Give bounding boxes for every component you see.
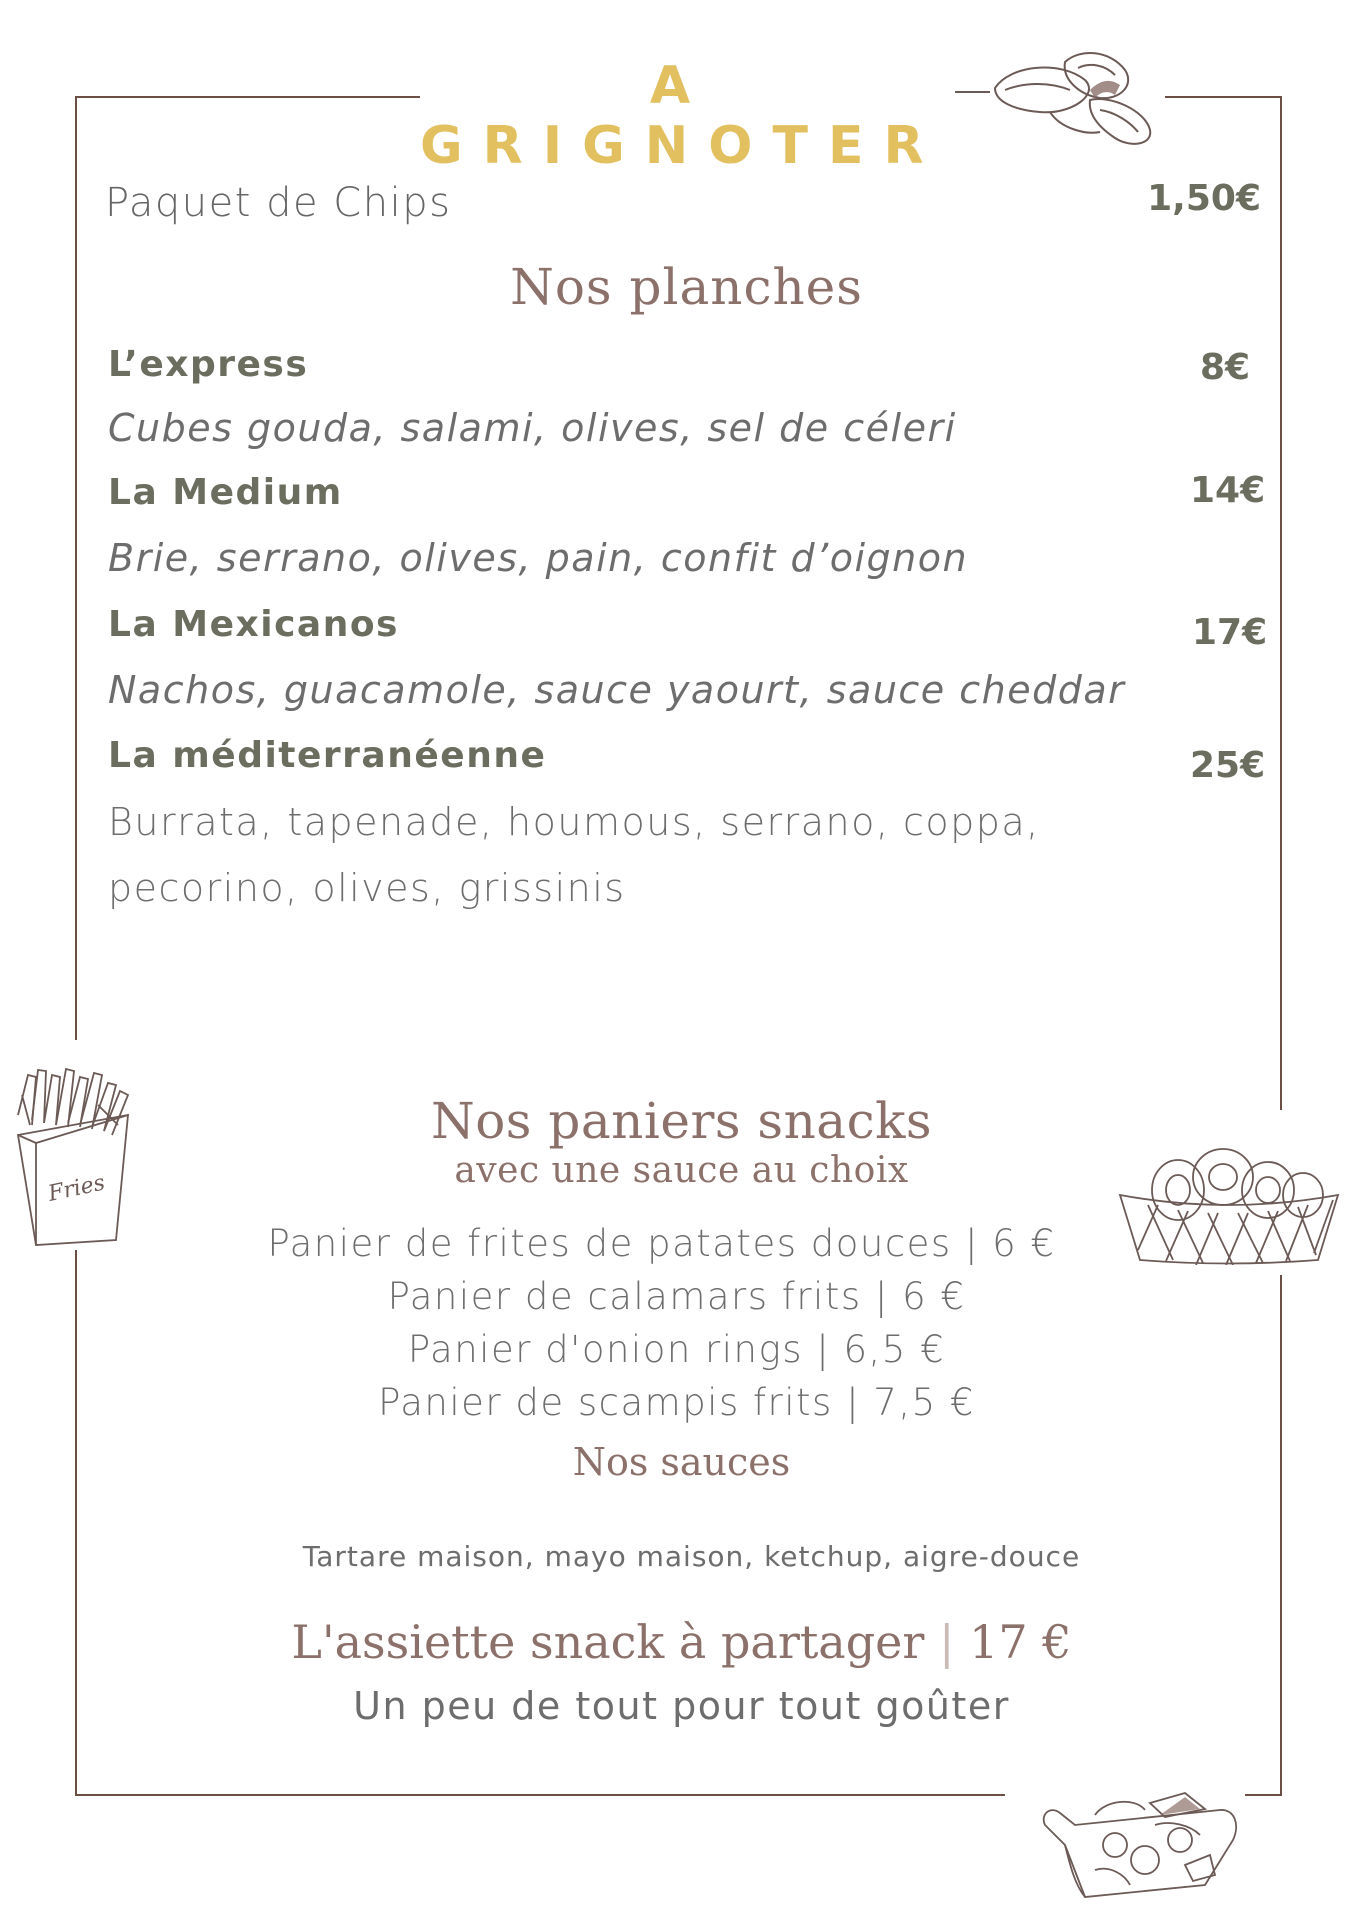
planche-desc-mexicanos: Nachos, guacamole, sauce yaourt, sauce cheddar xyxy=(108,668,1126,712)
planches-title: Nos planches xyxy=(510,258,863,316)
planche-name-mexicanos: La Mexicanos xyxy=(108,604,399,645)
planche-desc-medium: Brie, serrano, olives, pain, confit d’oignon xyxy=(108,536,969,580)
chips-label: Paquet de Chips xyxy=(105,180,452,226)
chips-icon xyxy=(950,40,1165,150)
basket-item: Panier de scampis frits | 7,5 € xyxy=(378,1381,975,1424)
basket-item: Panier d'onion rings | 6,5 € xyxy=(407,1328,946,1371)
assiette-subtitle: Un peu de tout pour tout goûter xyxy=(353,1684,1010,1728)
fries-box-text: Fries xyxy=(46,1170,108,1207)
sauces-title: Nos sauces xyxy=(572,1440,791,1484)
cheese-board-icon xyxy=(1035,1785,1245,1905)
planche-name-mediterraneenne: La méditerranéenne xyxy=(108,735,547,776)
paniers-title: Nos paniers snacks xyxy=(430,1092,933,1150)
paniers-subtitle: avec une sauce au choix xyxy=(454,1150,909,1191)
planche-desc-mediterraneenne-2: pecorino, olives, grissinis xyxy=(108,866,626,910)
planche-price-medium: 14€ xyxy=(1190,470,1266,511)
basket-item: Panier de frites de patates douces | 6 € xyxy=(267,1222,1056,1265)
planche-desc-mediterraneenne-1: Burrata, tapenade, houmous, serrano, coppa, xyxy=(108,800,1040,844)
planche-price-mediterraneenne: 25€ xyxy=(1190,745,1266,786)
planche-name-medium: La Medium xyxy=(108,472,343,513)
assiette-title-text: L'assiette snack à partager xyxy=(291,1615,940,1669)
assiette-price: 17 € xyxy=(954,1615,1072,1669)
planche-desc-express: Cubes gouda, salami, olives, sel de céleri xyxy=(108,406,957,450)
page-title: A GRIGNOTER xyxy=(420,56,944,176)
basket-item: Panier de calamars frits | 6 € xyxy=(387,1275,966,1318)
planche-price-mexicanos: 17€ xyxy=(1192,612,1268,653)
chips-price: 1,50€ xyxy=(1147,178,1261,219)
baskets-list xyxy=(0,1217,1353,1429)
planche-price-express: 8€ xyxy=(1200,347,1251,388)
assiette-title xyxy=(0,1615,1353,1669)
assiette-separator: | xyxy=(939,1615,955,1669)
sauces-list: Tartare maison, mayo maison, ketchup, aigre-douce xyxy=(302,1540,1081,1573)
planche-name-express: L’express xyxy=(108,344,309,385)
